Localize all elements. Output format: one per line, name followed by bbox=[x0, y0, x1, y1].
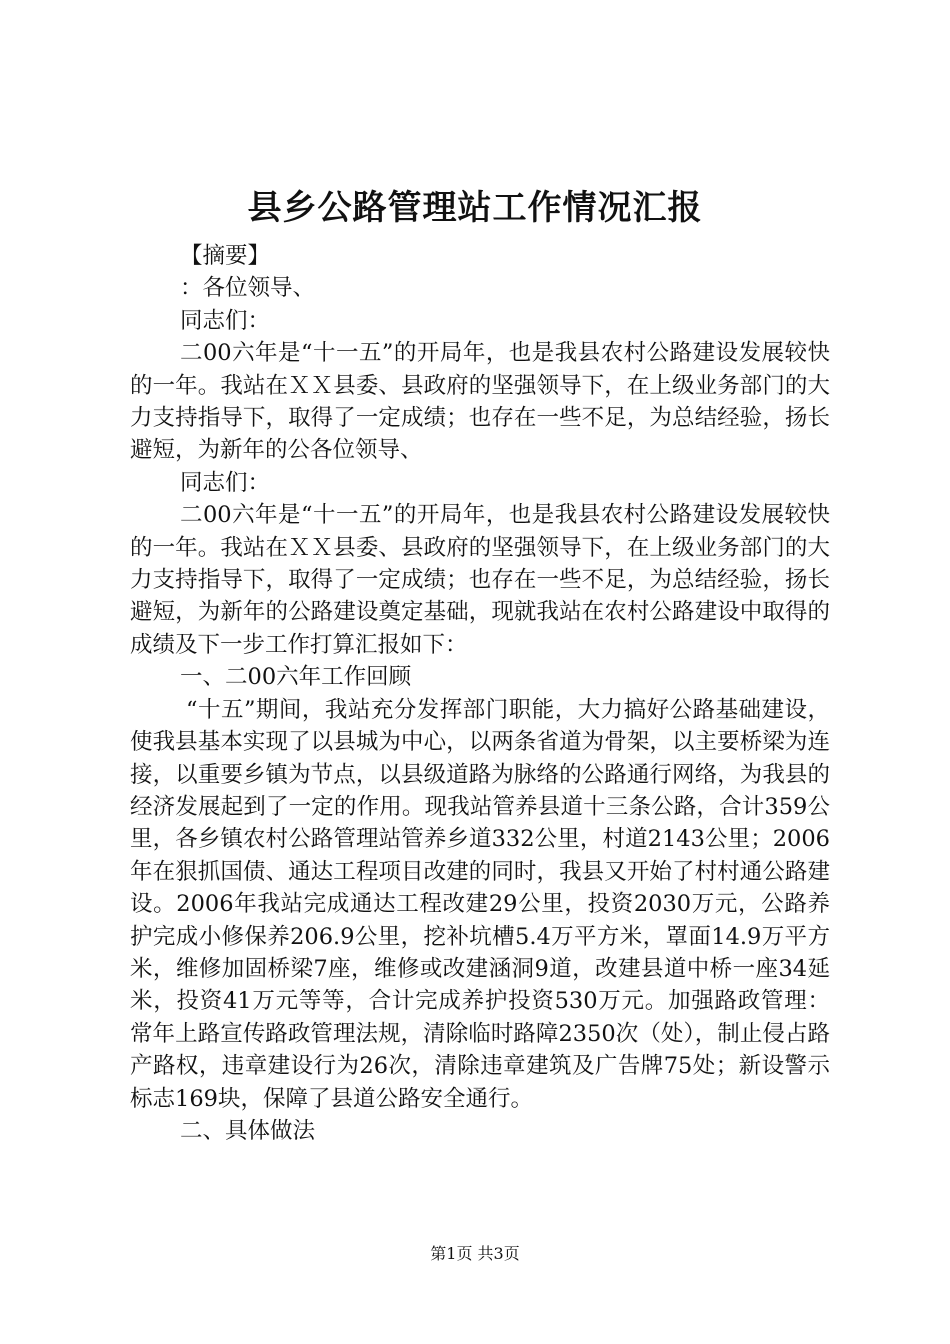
document-body bbox=[130, 240, 830, 1147]
abstract-heading: 【摘要】 bbox=[180, 243, 271, 269]
body-paragraph: “十五”期间，我站充分发挥部门职能，大力搞好公路基础建设，使我县基本实现了以县城为中心，以两条省道为骨架，以主要桥梁为连接，以重要乡镇为节点，以县级道路为脉络的公路通行网络，为我县的经济发展起到了一定的作用。现我站管养县道十三条公路，合计359公里，各乡镇农村公路管理站管养乡道332公里，村道2143公里；2006年在狠抓国债、通达工程项目改建的同时，我县又开始了村村通公路建设。2006年我站完成通达工程改建29公里，投资2030万元，公路养护完成小修保养206.9公里，挖补坑槽5.4万平方米，罩面14.9万平方米，维修加固桥梁7座，维修或改建涵洞9道，改建县道中桥一座34延米，投资41万元等等，合计完成养护投资530万元。加强路政管理：常年上路宣传路政管理法规，清除临时路障2350次（处），制止侵占路产路权，违章建设行为26次，清除违章建筑及广告牌75处；新设警示标志169块，保障了县道公路安全通行。 bbox=[130, 696, 830, 1112]
body-paragraph: 二00六年是“十一五”的开局年，也是我县农村公路建设发展较快的一年。我站在ＸＸ县委、县政府的坚强领导下，在上级业务部门的大力支持指导下，取得了一定成绩；也存在一些不足，为总结经验，扬长避短，为新年的公各位领导、 bbox=[130, 340, 830, 464]
salutation-line: ：各位领导、 bbox=[180, 275, 316, 302]
page-number-footer: 第1页 共3页 bbox=[430, 1244, 520, 1263]
salutation-line: 同志们： bbox=[180, 307, 271, 334]
salutation-line: 同志们： bbox=[180, 469, 271, 496]
section-heading: 一、二00六年工作回顾 bbox=[180, 664, 412, 691]
document-title: 县乡公路管理站工作情况汇报 bbox=[247, 188, 703, 228]
section-heading: 二、具体做法 bbox=[180, 1117, 316, 1144]
body-paragraph: 二00六年是“十一五”的开局年，也是我县农村公路建设发展较快的一年。我站在ＸＸ县委、县政府的坚强领导下，在上级业务部门的大力支持指导下，取得了一定成绩；也存在一些不足，为总结经验，扬长避短，为新年的公路建设奠定基础，现就我站在农村公路建设中取得的成绩及下一步工作打算汇报如下： bbox=[130, 502, 830, 658]
